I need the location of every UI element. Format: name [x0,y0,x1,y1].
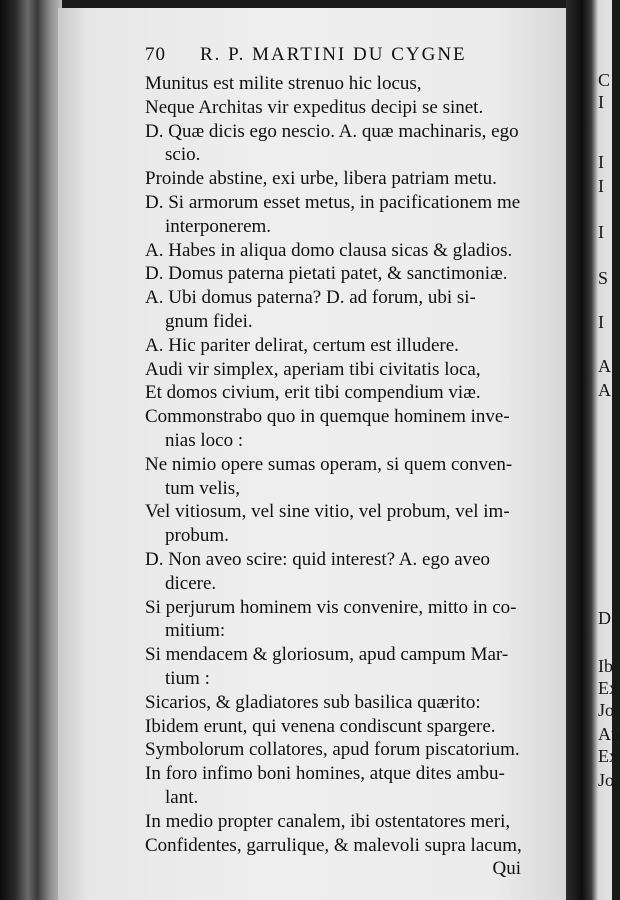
text-line: Munitus est milite strenuo hic locus, [145,73,422,94]
text-line: Symbolorum collatores, apud forum piscatorium. [145,739,520,761]
facing-page-fragment: Jo [598,700,615,720]
text-line: Proinde abstine, exi urbe, libera patriam metu. [145,168,497,190]
text-line: D. Si armorum esset metus, in pacificationem me [145,191,521,213]
text-line: Ne nimio opere sumas operam, si quem conven- [145,453,513,475]
catchword: Qui [492,858,521,880]
text-line: Si mendacem & gloriosum, apud campum Mar- [145,644,509,666]
text-line: D. Non aveo scire: quid interest? A. ego aveo [145,548,491,570]
text-line: lant. [165,786,199,808]
text-line: Et domos civium, erit tibi compendium viæ. [145,382,481,404]
text-line: Confidentes, garrulique, & malevoli supra lacum, [145,834,522,856]
facing-page-fragment: D [598,608,611,628]
text-line: Commonstrabo quo in quemque hominem inve- [145,406,510,428]
facing-page-fragment: I [598,222,604,242]
facing-page-fragment: I [598,312,604,332]
page-body-text [145,72,565,881]
facing-page-fragment: Au [598,724,620,744]
page-header [145,44,505,68]
facing-page-fragment: Ex [598,746,618,766]
facing-page-fragment: I [598,92,604,112]
text-line: dicere. [165,572,217,594]
page-number: 70 [145,44,166,65]
text-line: A. Habes in aliqua domo clausa sicas & gladios. [145,239,513,261]
text-line: Sicarios, & gladiatores sub basilica quærito: [145,691,481,713]
facing-page-fragment: S [598,268,609,288]
book-binding-edge [0,0,62,900]
facing-page-fragment: Jo. [598,770,619,790]
text-line: interponerem. [165,215,272,237]
text-line: Ibidem erunt, qui venena condiscunt spargere. [145,715,496,737]
text-line: mitium: [165,620,226,642]
text-line: Neque Architas vir expeditus decipi se sinet. [145,96,484,118]
text-line: Audi vir simplex, aperiam tibi civitatis loca, [145,358,481,380]
text-line: probum. [165,525,229,547]
text-line: Si perjurum hominem vis convenire, mitto in co- [145,596,517,618]
facing-page-margin [596,0,620,900]
facing-page-fragment: I [598,176,604,196]
facing-page-fragment: A [598,356,611,376]
facing-page-fragment: A [598,380,611,400]
facing-page-fragment: Ib [598,656,613,676]
text-line: Vel vitiosum, vel sine vitio, vel probum, vel im- [145,501,510,523]
text-line: A. Ubi domus paterna? D. ad forum, ubi si- [145,287,476,309]
text-line: A. Hic pariter delirat, certum est illudere. [145,334,459,356]
text-line: D. Quæ dicis ego nescio. A. quæ machinaris, ego [145,120,519,142]
text-line: D. Domus paterna pietati patet, & sanctimoniæ. [145,263,508,285]
text-line: In medio propter canalem, ibi ostentatores meri, [145,810,511,832]
text-line: In foro infimo boni homines, atque dites ambu- [145,763,505,785]
text-line: gnum fidei. [165,310,253,332]
facing-page-fragment: I [598,152,604,172]
text-line: tium : [165,667,210,689]
running-title: R. P. MARTINI DU CYGNE [200,44,467,65]
text-line: nias loco : [165,429,244,451]
text-line: scio. [165,144,201,166]
facing-page-fragment: C [598,70,611,90]
facing-page-fragment: Ex [598,678,618,698]
text-line: tum velis, [165,477,240,499]
